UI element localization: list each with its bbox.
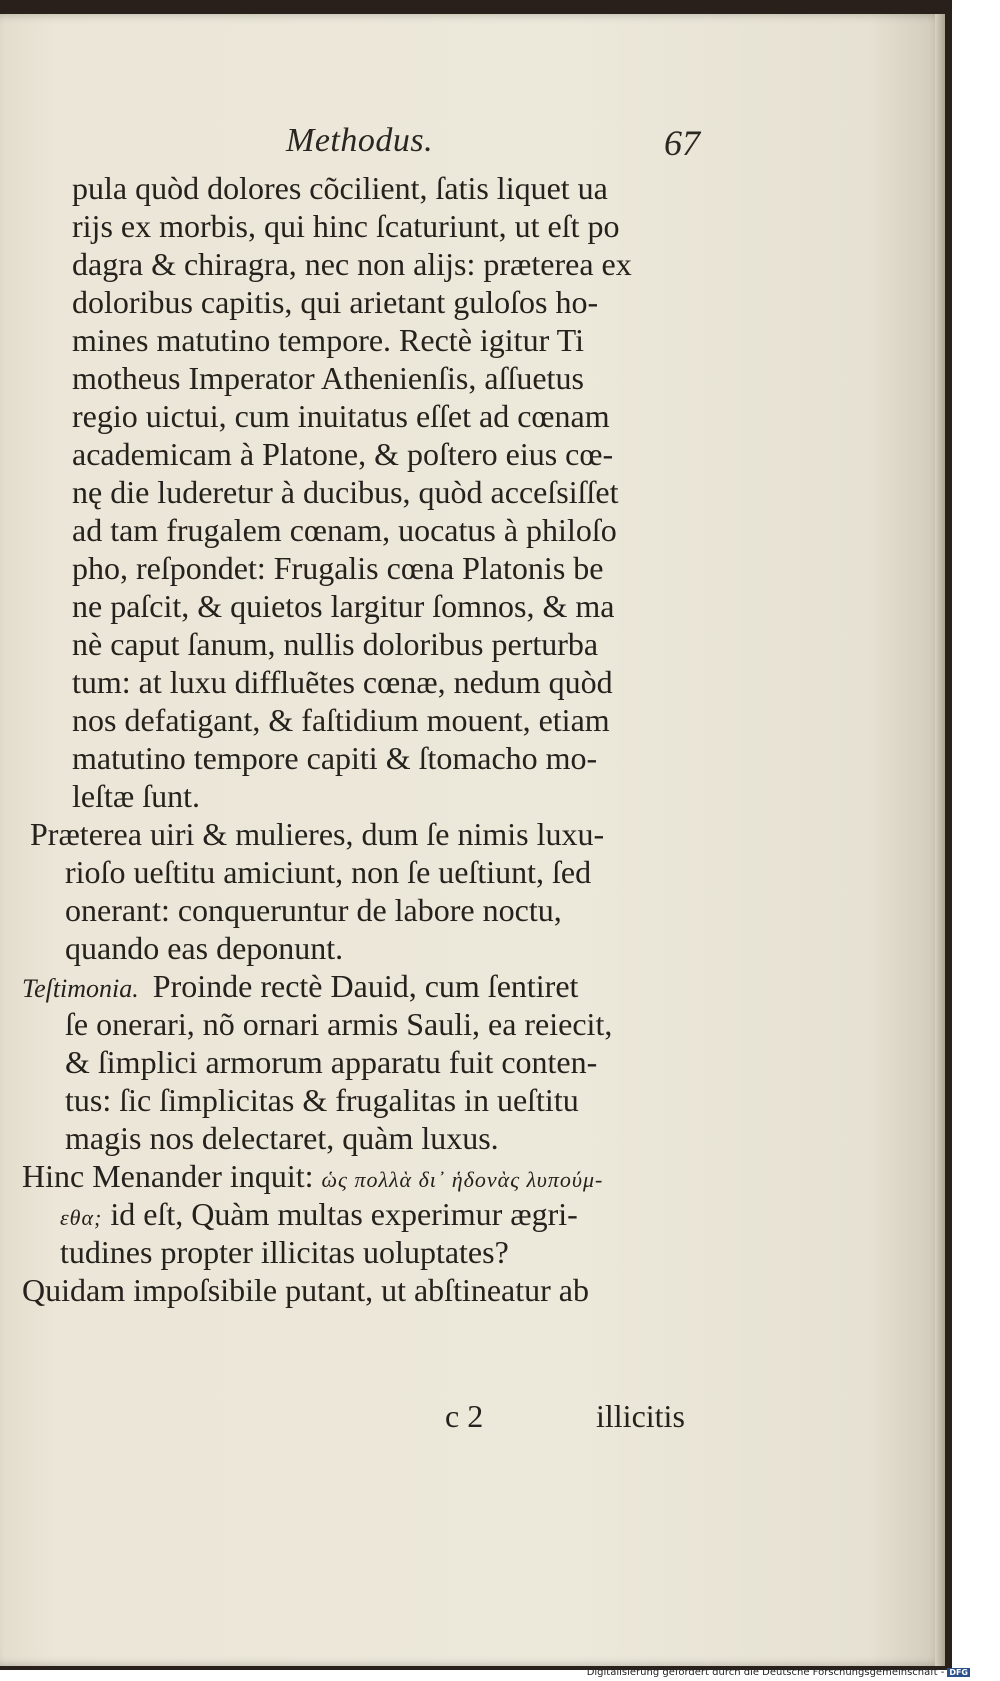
text-line: nè caput ſanum, nullis doloribus perturba <box>72 626 599 662</box>
catchword: illicitis <box>596 1398 685 1434</box>
text-line: doloribus capitis, qui arietant guloſos ho- <box>72 284 599 320</box>
text-line-with-greek <box>60 1195 578 1233</box>
text-line: pho, reſpondet: Frugalis cœna Platonis be <box>72 550 604 586</box>
text-line: rioſo ueſtitu amiciunt, non ſe ueſtiunt, ſed <box>65 854 592 890</box>
text-line: mines matutino tempore. Rectè igitur Ti <box>72 322 584 358</box>
text-line: Præterea uiri & mulieres, dum ſe nimis luxu- <box>30 816 605 852</box>
text-line: Hinc Menander inquit: <box>22 1158 314 1194</box>
text-line: pula quòd dolores cõcilient, ſatis liquet ua <box>72 170 608 206</box>
text-line: ad tam frugalem cœnam, uocatus à philoſo <box>72 512 617 548</box>
text-line: dagra & chiragra, nec non alijs: præterea ex <box>72 246 632 282</box>
text-line: quando eas deponunt. <box>65 930 344 966</box>
text-line: nę die luderetur à ducibus, quòd acceſsiſſet <box>72 474 619 510</box>
text-line: ſe onerari, nõ ornari armis Sauli, ea reiecit, <box>65 1006 613 1042</box>
text-line: rijs ex morbis, qui hinc ſcaturiunt, ut eſt po <box>72 208 620 244</box>
page-header <box>0 122 945 170</box>
text-line: regio uictui, cum inuitatus eſſet ad cœnam <box>72 398 610 434</box>
text-line: academicam à Platone, & poſtero eius cœ- <box>72 436 614 472</box>
text-line: tus: ſic ſimplicitas & frugalitas in ueſtitu <box>65 1082 579 1118</box>
marginal-note: Teſtimonia. <box>22 974 139 1003</box>
text-line: id eſt, Quàm multas experimur ægri- <box>110 1196 578 1232</box>
text-line: motheus Imperator Athenienſis, aſſuetus <box>72 360 584 396</box>
text-line: & ſimplici armorum apparatu fuit conten- <box>65 1044 598 1080</box>
text-line: tum: at luxu diffluẽtes cœnæ, nedum quòd <box>72 664 613 700</box>
dfg-logo-icon: DFG <box>949 1668 968 1677</box>
footer <box>0 1667 1000 1681</box>
signature-mark: c 2 <box>445 1398 484 1434</box>
text-line: nos defatigant, & faſtidium mouent, etiam <box>72 702 610 738</box>
footer-credit <box>587 1667 970 1678</box>
catchline <box>0 1398 945 1438</box>
text-line-with-greek <box>22 1157 603 1195</box>
text-line: leſtæ ſunt. <box>72 778 200 814</box>
text-line-with-marginal <box>22 967 578 1005</box>
greek-quote: εθα; <box>60 1205 103 1230</box>
book-page <box>0 14 945 1666</box>
text-line: onerant: conqueruntur de labore noctu, <box>65 892 562 928</box>
text-line: ne paſcit, & quietos largitur ſomnos, & ma <box>72 588 615 624</box>
running-title: Methodus. <box>286 122 434 159</box>
text-line: Proinde rectè Dauid, cum ſentiret <box>152 968 579 1004</box>
greek-quote: ὡς πολλὰ δι᾽ ἡδονὰς λυπούμ- <box>321 1167 604 1192</box>
text-line: tudines propter illicitas uoluptates? <box>60 1234 509 1270</box>
text-line: Quidam impoſsibile putant, ut abſtineatur ab <box>22 1272 589 1308</box>
footer-credit-text: Digitalisierung gefördert durch die Deutsche Forschungsgemeinschaft - <box>586 1667 945 1678</box>
page-number: 67 <box>664 123 700 163</box>
text-line: magis nos delectaret, quàm luxus. <box>65 1120 499 1156</box>
text-line: matutino tempore capiti & ſtomacho mo- <box>72 740 598 776</box>
